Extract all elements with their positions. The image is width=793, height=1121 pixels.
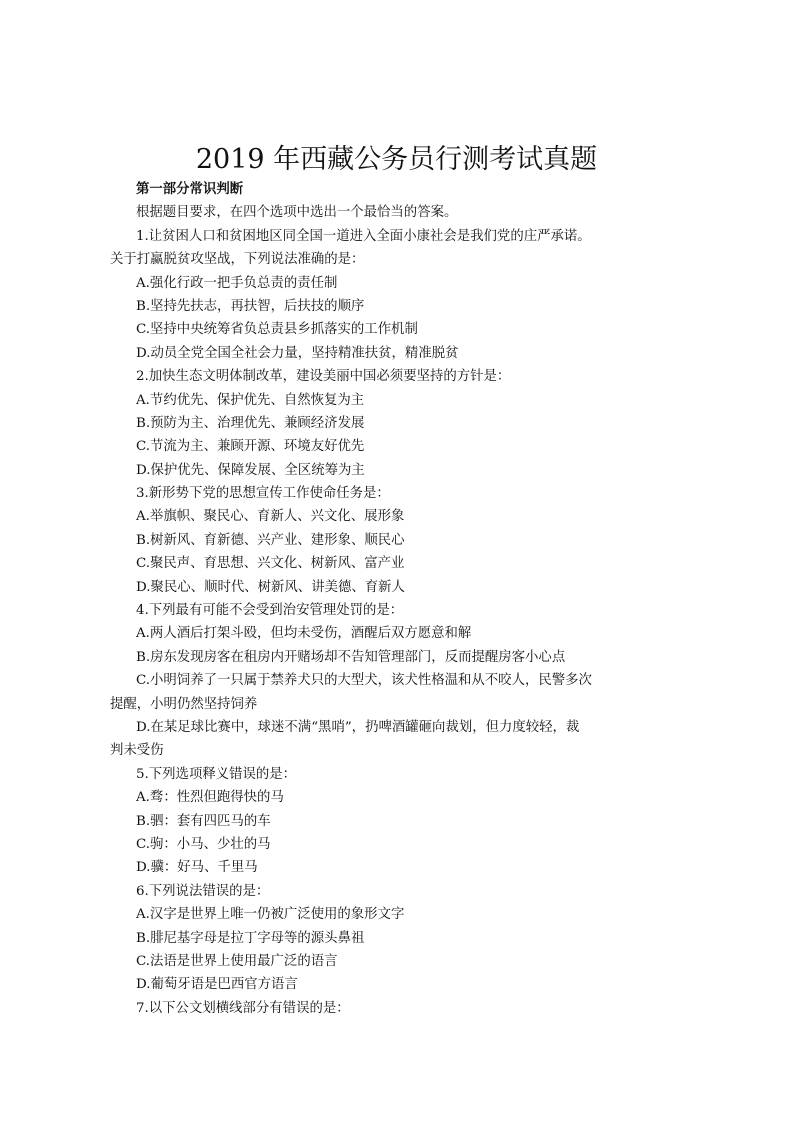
question-1-option-d: D.动员全党全国全社会力量，坚持精准扶贫，精准脱贫 <box>136 345 459 361</box>
question-4-stem: 4.下列最有可能不会受到治安管理处罚的是： <box>136 603 404 619</box>
question-3-option-b: B.树新风、育新德、兴产业、建形象、顺民心 <box>136 532 405 548</box>
document-title: 2019 年西藏公务员行测考试真题 <box>195 144 598 175</box>
question-4-option-b: B.房东发现房客在租房内开赌场却不告知管理部门，反而提醒房客小心点 <box>136 649 566 665</box>
question-5-option-a: A.骛：性烈但跑得快的马 <box>136 790 284 806</box>
question-4-option-d: D.在某足球比赛中，球迷不满“黑哨”，扔啤酒罐砸向裁划，但力度较轻，裁 <box>136 719 580 735</box>
question-3-option-d: D.聚民心、顺时代、树新风、讲美德、育新人 <box>136 579 405 595</box>
section-heading: 第一部分常识判断 <box>136 181 244 197</box>
question-2-option-d: D.保护优先、保障发展、全区统筹为主 <box>136 462 365 478</box>
question-3-option-a: A.举旗帜、聚民心、育新人、兴文化、展形象 <box>136 509 405 525</box>
question-7-stem: 7.以下公文划横线部分有错误的是： <box>136 1000 350 1016</box>
instruction-text: 根据题目要求，在四个选项中选出一个最恰当的答案。 <box>136 205 458 221</box>
question-1-option-a: A.强化行政一把手负总责的责任制 <box>136 275 338 291</box>
question-4-option-c: C.小明饲养了一只属于禁养犬只的大型犬，该犬性格温和从不咬人，民警多次 <box>136 673 592 689</box>
question-4-option-c-continued: 提醒，小明仍然坚持饲养 <box>110 696 258 712</box>
question-6-stem: 6.下列说法错误的是： <box>136 883 270 899</box>
question-6-option-d: D.葡萄牙语是巴西官方语言 <box>136 977 298 993</box>
question-6-option-a: A.汉字是世界上唯一仍被广泛使用的象形文字 <box>136 907 405 923</box>
question-3-stem: 3.新形势下党的思想宣传工作使命任务是： <box>136 486 390 502</box>
question-5-option-b: B.驷：套有四匹马的车 <box>136 813 271 829</box>
question-3-option-c: C.聚民声、育思想、兴文化、树新风、富产业 <box>136 556 405 572</box>
question-1-stem-continued: 关于打赢脱贫攻坚战，下列说法准确的是： <box>110 252 365 268</box>
question-2-option-c: C.节流为主、兼顾开源、环境友好优先 <box>136 439 365 455</box>
question-4-option-d-continued: 判未受伤 <box>110 743 164 759</box>
question-1-option-c: C.坚持中央统筹省负总责县乡抓落实的工作机制 <box>136 322 418 338</box>
question-5-stem: 5.下列选项释义错误的是： <box>136 766 297 782</box>
document-body <box>110 178 694 1020</box>
question-5-option-d: D.骥：好马、千里马 <box>136 860 258 876</box>
question-6-option-c: C.法语是世界上使用最广泛的语言 <box>136 953 338 969</box>
question-6-option-b: B.腓尼基字母是拉丁字母等的源头鼻祖 <box>136 930 365 946</box>
question-2-stem: 2.加快生态文明体制改革，建设美丽中国必须要坚持的方针是： <box>136 369 511 385</box>
question-1-option-b: B.坚持先扶志，再扶智，后扶技的顺序 <box>136 298 365 314</box>
question-1-stem: 1.让贫困人口和贫困地区同全国一道进入全面小康社会是我们党的庄严承诺。 <box>136 228 591 244</box>
question-2-option-a: A.节约优先、保护优先、自然恢复为主 <box>136 392 365 408</box>
question-4-option-a: A.两人酒后打架斗殴，但均未受伤，酒醒后双方愿意和解 <box>136 626 472 642</box>
question-2-option-b: B.预防为主、治理优先、兼顾经济发展 <box>136 415 365 431</box>
question-5-option-c: C.驹：小马、少壮的马 <box>136 836 271 852</box>
